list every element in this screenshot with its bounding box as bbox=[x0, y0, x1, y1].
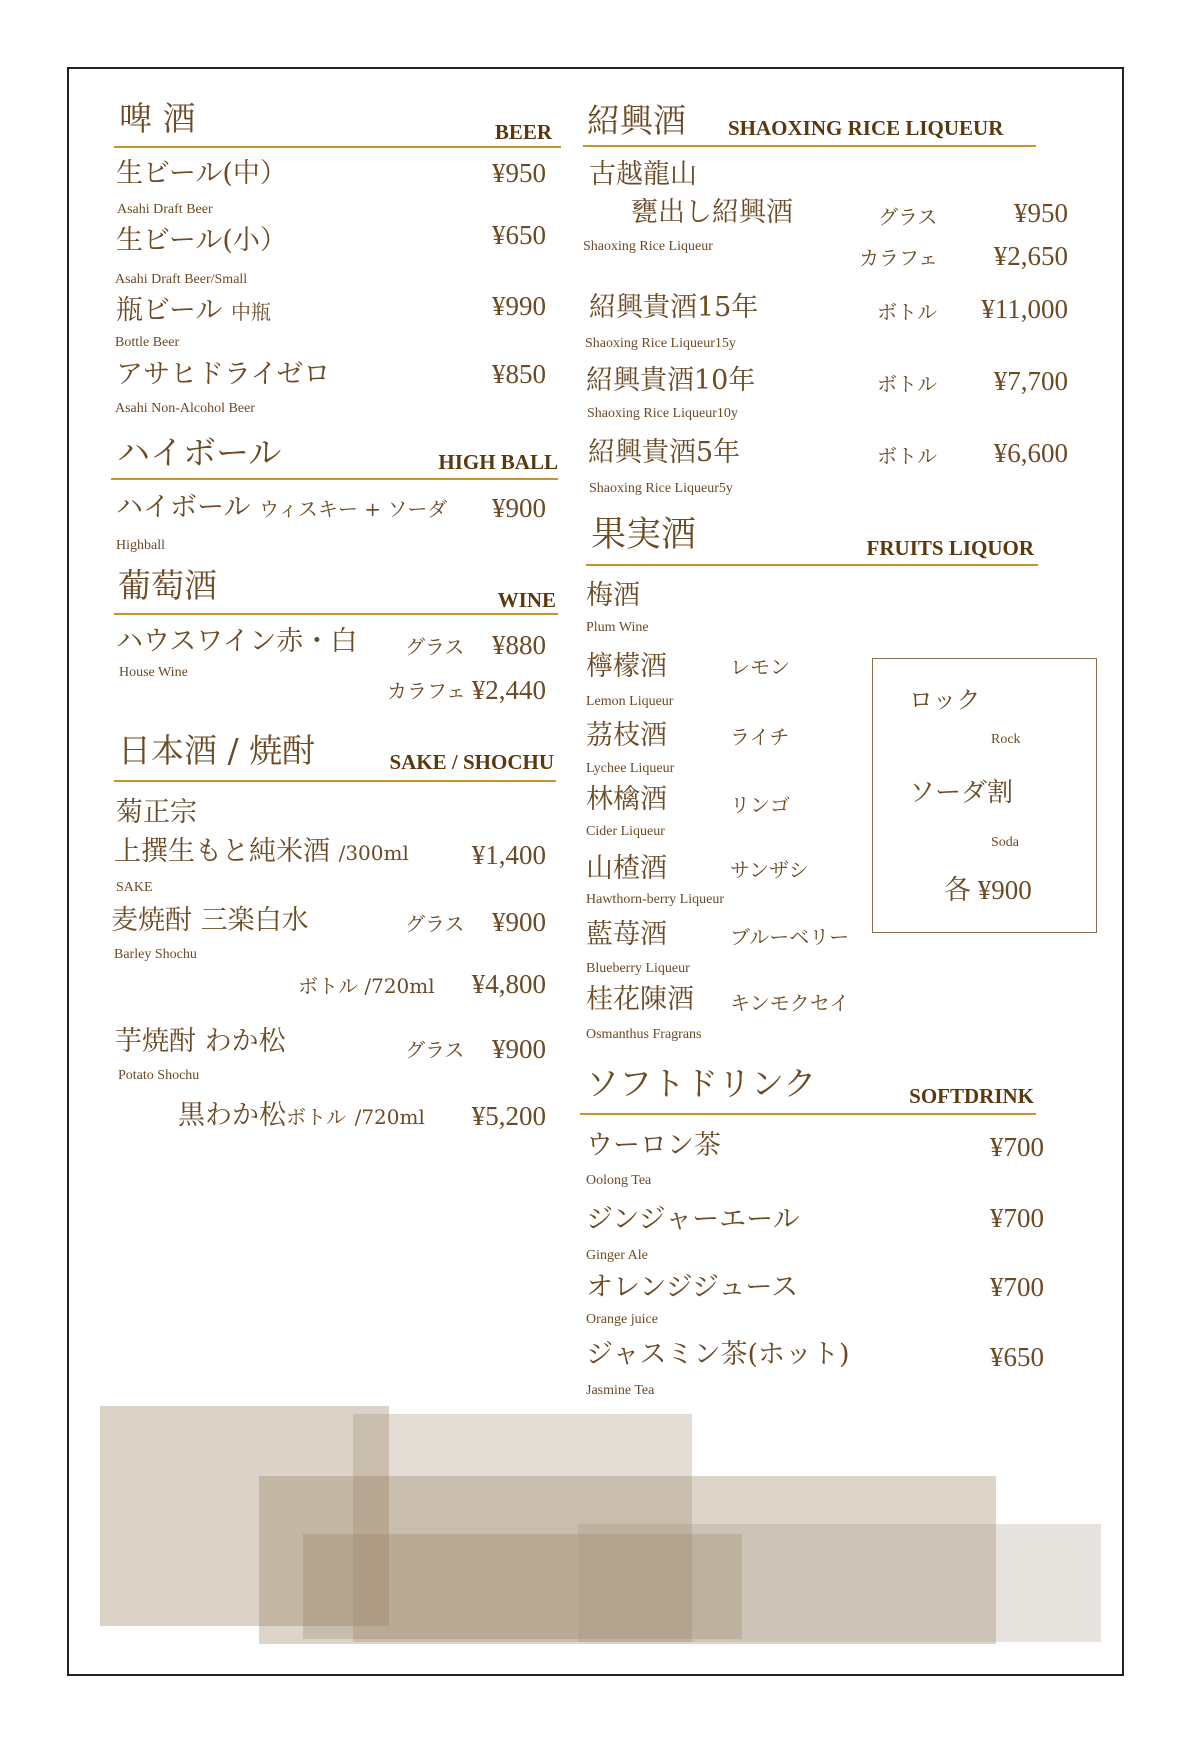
item-price: ¥650 bbox=[492, 220, 546, 250]
item-kana: リンゴ bbox=[730, 793, 790, 817]
item-price: ¥1,400 bbox=[471, 840, 546, 870]
item-price: ¥950 bbox=[492, 158, 546, 188]
item-sub: Asahi Non-Alcohol Beer bbox=[115, 401, 255, 416]
section-title-jp: 啤 酒 bbox=[119, 99, 196, 138]
bottle-label: ボトル bbox=[877, 300, 937, 324]
item-sub: Shaoxing Rice Liqueur10y bbox=[587, 406, 738, 421]
item-kana: キンモクセイ bbox=[730, 991, 850, 1015]
item-name: ジャスミン茶(ホット) bbox=[586, 1339, 850, 1370]
bottle-size: /720ml bbox=[364, 974, 435, 998]
rock-label: ロック bbox=[909, 686, 981, 714]
item-sub: Asahi Draft Beer/Small bbox=[115, 272, 248, 287]
item-name: 麦焼酎 三楽白水 bbox=[111, 905, 309, 936]
item-price: ¥700 bbox=[990, 1203, 1044, 1233]
item-name: 檸檬酒 bbox=[586, 651, 667, 682]
bottle-label: ボトル bbox=[877, 444, 937, 468]
item-name bbox=[114, 838, 409, 865]
rock-label-en: Rock bbox=[991, 732, 1021, 747]
item-sub: Osmanthus Fragrans bbox=[586, 1027, 702, 1042]
section-rule bbox=[580, 1113, 1036, 1115]
item-name: オレンジジュース bbox=[586, 1272, 799, 1303]
section-rule bbox=[111, 478, 558, 480]
item-name: ジンジャーエール bbox=[586, 1204, 800, 1235]
item-size: /300ml bbox=[338, 841, 409, 865]
section-title-en: FRUITS LIQUOR bbox=[866, 536, 1034, 560]
item-sub: Shaoxing Rice Liqueur15y bbox=[585, 336, 736, 351]
item-name: 梅酒 bbox=[586, 580, 640, 611]
section-title-jp: 紹興酒 bbox=[587, 101, 686, 140]
bottle-size: /720ml bbox=[354, 1105, 425, 1129]
item-sub: Highball bbox=[116, 538, 165, 553]
item-name-text: ハイボール bbox=[116, 492, 251, 523]
item-name-text: 黒わか松 bbox=[178, 1100, 286, 1131]
item-name: 甕出し紹興酒 bbox=[631, 197, 793, 228]
section-title-jp: ハイボール bbox=[117, 433, 282, 472]
item-name-text: 瓶ビール bbox=[116, 295, 223, 326]
item-price: ¥6,600 bbox=[993, 438, 1068, 468]
item-name: 山楂酒 bbox=[586, 853, 667, 884]
item-sub: Barley Shochu bbox=[114, 947, 197, 962]
item-sub: Orange juice bbox=[586, 1312, 658, 1327]
item-price: ¥700 bbox=[990, 1132, 1044, 1162]
item-price: ¥700 bbox=[990, 1272, 1044, 1302]
item-price: ¥650 bbox=[990, 1342, 1044, 1372]
section-title-en: WINE bbox=[497, 588, 556, 612]
glass-label: グラス bbox=[878, 205, 938, 229]
item-name bbox=[116, 297, 271, 324]
item-kana: ライチ bbox=[730, 725, 790, 749]
section-title-jp: 果実酒 bbox=[591, 515, 697, 555]
section-title-en: BEER bbox=[494, 120, 552, 144]
item-brand: 古越龍山 bbox=[589, 159, 697, 190]
section-rule bbox=[583, 145, 1036, 147]
soda-label-en: Soda bbox=[991, 835, 1019, 850]
item-sub: Asahi Draft Beer bbox=[117, 202, 213, 217]
item-kana: レモン bbox=[730, 655, 790, 679]
item-name: 藍苺酒 bbox=[586, 919, 667, 950]
item-name bbox=[178, 1102, 425, 1129]
section-title-jp: 葡萄酒 bbox=[118, 566, 217, 605]
section-rule bbox=[586, 564, 1038, 566]
decor-rect bbox=[578, 1524, 1101, 1642]
section-title-jp: 日本酒 / 焼酎 bbox=[118, 731, 316, 770]
section-title-en: SHAOXING RICE LIQUEUR bbox=[728, 116, 1004, 140]
item-price: ¥4,800 bbox=[471, 969, 546, 999]
item-name: ウーロン茶 bbox=[586, 1130, 721, 1161]
glass-label: グラス bbox=[405, 912, 465, 936]
item-sub: Plum Wine bbox=[586, 620, 649, 635]
item-price: ¥950 bbox=[1014, 198, 1068, 228]
item-name-text: 上撰生もと純米酒 bbox=[114, 836, 330, 867]
carafe-label: カラフェ bbox=[387, 679, 466, 703]
section-title-en: SOFTDRINK bbox=[909, 1084, 1034, 1108]
item-sub: Ginger Ale bbox=[586, 1248, 648, 1263]
section-title-jp: ソフトドリンク bbox=[586, 1064, 817, 1103]
item-name: 生ビール(中） bbox=[116, 158, 287, 189]
glass-label: グラス bbox=[405, 635, 465, 659]
item-name: アサヒドライゼロ bbox=[116, 359, 331, 390]
carafe-label: カラフェ bbox=[859, 246, 938, 270]
item-sub: SAKE bbox=[116, 880, 153, 895]
item-price: ¥900 bbox=[492, 1034, 546, 1064]
bottle-label: ボトル bbox=[286, 1105, 346, 1129]
item-kana: ブルーベリー bbox=[730, 925, 850, 949]
item-name: 桂花陳酒 bbox=[586, 984, 694, 1015]
item-price: ¥11,000 bbox=[981, 294, 1068, 324]
item-name: 紹興貴酒10年 bbox=[586, 365, 756, 396]
item-sub: Lychee Liqueur bbox=[586, 761, 675, 776]
bottle-label bbox=[298, 976, 435, 996]
item-name: 紹興貴酒5年 bbox=[588, 437, 741, 468]
section-title-en: SAKE / SHOCHU bbox=[389, 750, 554, 774]
section-rule bbox=[114, 780, 556, 782]
item-price: ¥850 bbox=[492, 359, 546, 389]
item-name: 芋焼酎 わか松 bbox=[115, 1026, 286, 1057]
item-kana: サンザシ bbox=[730, 858, 809, 882]
item-sub: Shaoxing Rice Liqueur5y bbox=[589, 481, 733, 496]
item-sub: Lemon Liqueur bbox=[586, 694, 674, 709]
item-price: ¥5,200 bbox=[471, 1101, 546, 1131]
bottle-label: ボトル bbox=[877, 372, 937, 396]
item-sub: House Wine bbox=[119, 665, 188, 680]
item-sub: Jasmine Tea bbox=[586, 1383, 655, 1398]
bottle-label-text: ボトル bbox=[298, 974, 358, 998]
item-sub: Cider Liqueur bbox=[586, 824, 665, 839]
item-sub: Oolong Tea bbox=[586, 1173, 652, 1188]
section-title-en: HIGH BALL bbox=[438, 450, 558, 474]
item-note: ウィスキー + ソーダ bbox=[259, 497, 448, 521]
item-sub: Shaoxing Rice Liqueur bbox=[583, 239, 713, 254]
item-name: 紹興貴酒15年 bbox=[589, 292, 759, 323]
item-price: ¥7,700 bbox=[993, 366, 1068, 396]
item-price: ¥2,440 bbox=[471, 675, 546, 705]
item-name: 林檎酒 bbox=[586, 784, 667, 815]
item-price: ¥900 bbox=[492, 493, 546, 523]
item-sub: Hawthorn-berry Liqueur bbox=[586, 892, 725, 907]
soda-label: ソーダ割 bbox=[909, 778, 1014, 808]
item-price: ¥880 bbox=[492, 630, 546, 660]
item-size: 中瓶 bbox=[230, 300, 271, 324]
style-price: 各 ¥900 bbox=[944, 875, 1032, 905]
item-sub: Potato Shochu bbox=[118, 1068, 200, 1083]
item-name: 生ビール(小） bbox=[116, 225, 287, 256]
section-rule bbox=[114, 146, 561, 148]
item-brand: 菊正宗 bbox=[116, 797, 197, 828]
glass-label: グラス bbox=[405, 1038, 465, 1062]
item-name bbox=[116, 494, 447, 521]
item-sub: Blueberry Liqueur bbox=[586, 961, 690, 976]
item-price: ¥2,650 bbox=[993, 241, 1068, 271]
item-name: ハウスワイン赤・白 bbox=[116, 626, 358, 657]
item-price: ¥900 bbox=[492, 907, 546, 937]
item-name: 茘枝酒 bbox=[586, 720, 667, 751]
section-rule bbox=[114, 613, 558, 615]
item-price: ¥990 bbox=[492, 291, 546, 321]
item-sub: Bottle Beer bbox=[115, 335, 180, 350]
